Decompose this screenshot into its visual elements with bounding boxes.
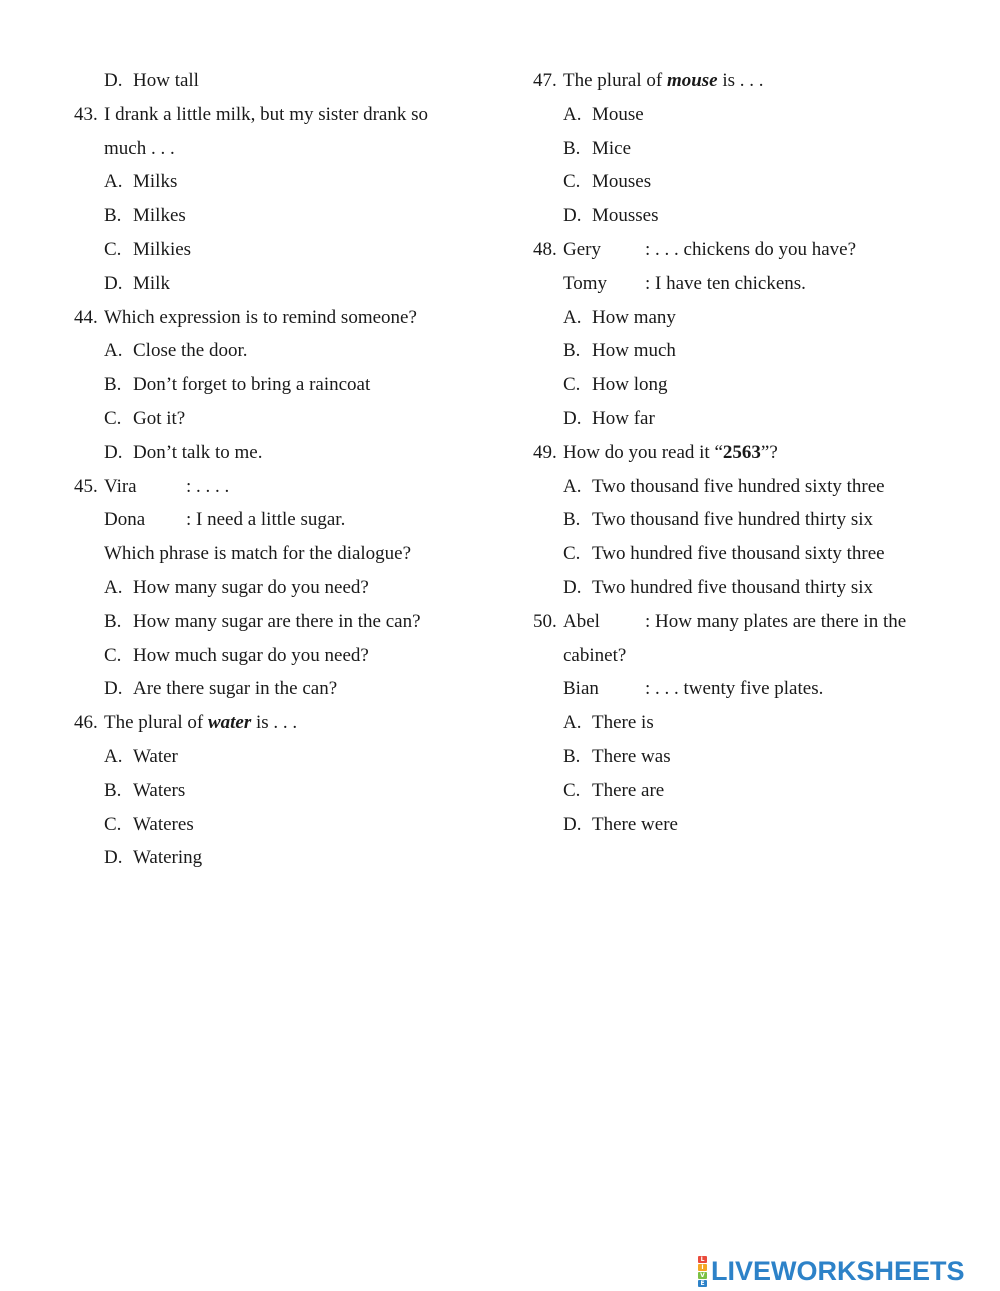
q44-option-c[interactable] xyxy=(74,402,474,436)
option-text: Don’t talk to me. xyxy=(133,441,263,463)
logo-text: LIVEWORKSHEETS xyxy=(711,1255,965,1286)
option-text: Milks xyxy=(133,171,178,193)
q48-dialogue-line-1 xyxy=(533,233,953,267)
option-text: How much sugar do you need? xyxy=(133,644,369,666)
q50-dialogue-line-1 xyxy=(533,605,953,639)
speaker-name: Gery xyxy=(563,238,601,260)
q49-option-d[interactable] xyxy=(533,571,953,605)
q50-option-a[interactable] xyxy=(533,706,953,740)
right-column xyxy=(533,64,953,841)
option-letter: C. xyxy=(563,779,581,801)
speaker-name: Bian xyxy=(563,678,599,700)
logo-mark-block: L xyxy=(698,1256,707,1263)
q48-option-c[interactable] xyxy=(533,368,953,402)
q46-option-c[interactable] xyxy=(74,808,474,842)
question-text-post: ”? xyxy=(760,441,778,463)
q50-dialogue-line-2 xyxy=(533,672,953,706)
option-letter: D. xyxy=(104,678,123,700)
question-number-value: 2563 xyxy=(722,441,761,463)
q43-stem-continued: much . . . xyxy=(104,137,175,159)
option-letter: A. xyxy=(563,712,582,734)
option-text: There are xyxy=(592,779,665,801)
option-letter: C. xyxy=(104,644,122,666)
option-letter: C. xyxy=(563,374,581,396)
dialogue-text: : . . . twenty five plates. xyxy=(645,678,824,700)
option-text: Got it? xyxy=(133,407,186,429)
q43-option-a[interactable] xyxy=(74,165,474,199)
option-text: How many sugar do you need? xyxy=(133,576,369,598)
option-letter: B. xyxy=(104,610,122,632)
q50-dialogue-line-1-continued: cabinet? xyxy=(563,644,627,666)
logo-mark-block: E xyxy=(698,1280,707,1287)
option-text: Milkies xyxy=(133,238,192,260)
left-column xyxy=(74,64,474,875)
question-keyword: water xyxy=(207,712,252,734)
q43-option-c[interactable] xyxy=(74,233,474,267)
q48-dialogue-line-2 xyxy=(533,267,953,301)
option-letter: D. xyxy=(563,813,582,835)
option-letter: A. xyxy=(104,576,123,598)
option-text: How many xyxy=(592,306,676,328)
question-text-pre: The plural of xyxy=(563,70,663,91)
dialogue-text: : . . . chickens do you have? xyxy=(645,238,857,260)
question-number: 45. xyxy=(74,475,98,497)
question-number: 48. xyxy=(533,238,557,260)
q45-option-c[interactable] xyxy=(74,639,474,673)
speaker-name: Vira xyxy=(104,475,137,497)
option-text: How much xyxy=(592,340,676,362)
q47-stem xyxy=(533,64,953,98)
question-text-post: is . . . xyxy=(722,70,764,91)
option-letter: D. xyxy=(563,576,582,598)
option-text: How many sugar are there in the can? xyxy=(133,610,421,632)
q46-stem xyxy=(74,706,474,740)
q47-option-a[interactable] xyxy=(533,98,953,132)
option-letter: B. xyxy=(563,340,581,362)
option-text: Water xyxy=(133,745,178,767)
q47-option-d[interactable] xyxy=(533,199,953,233)
q50-option-d[interactable] xyxy=(533,808,953,842)
option-letter: D. xyxy=(104,847,123,869)
speaker-name: Dona xyxy=(104,509,146,531)
speaker-name: Abel xyxy=(563,610,600,632)
option-text: Are there sugar in the can? xyxy=(133,678,338,700)
option-letter: C. xyxy=(104,813,122,835)
option-letter: B. xyxy=(563,745,581,767)
option-letter: D. xyxy=(563,205,582,227)
q45-option-a[interactable] xyxy=(74,571,474,605)
option-text: Milkes xyxy=(133,205,186,227)
question-text-post: is . . . xyxy=(255,712,298,734)
question-text-pre: How do you read it “ xyxy=(563,441,723,463)
option-text: Mouses xyxy=(592,171,652,193)
q44-stem xyxy=(74,301,474,335)
speaker-name: Tomy xyxy=(563,272,608,294)
option-text: Close the door. xyxy=(133,340,248,362)
option-letter: B. xyxy=(563,509,581,531)
q44-option-b[interactable] xyxy=(74,368,474,402)
option-letter: B. xyxy=(104,779,122,801)
q43-stem xyxy=(74,98,474,132)
dialogue-text: : How many plates are there in the xyxy=(645,610,907,632)
question-number: 44. xyxy=(74,306,98,328)
question-number: 49. xyxy=(533,441,557,463)
option-letter: A. xyxy=(104,340,123,362)
q44-option-d[interactable] xyxy=(74,436,474,470)
option-letter: C. xyxy=(563,543,581,565)
option-text: Two hundred five thousand thirty six xyxy=(592,576,873,598)
option-text: Two thousand five hundred sixty three xyxy=(592,475,885,497)
question-keyword: mouse xyxy=(666,70,718,91)
q43-option-b[interactable] xyxy=(74,199,474,233)
option-letter: A. xyxy=(104,171,123,193)
q45-option-d[interactable] xyxy=(74,672,474,706)
option-letter: C. xyxy=(104,407,122,429)
option-text: Mouse xyxy=(592,103,644,125)
dialogue-text: : . . . . xyxy=(186,475,230,497)
q49-option-c[interactable] xyxy=(533,537,953,571)
question-number: 46. xyxy=(74,712,98,734)
option-letter: D. xyxy=(563,407,582,429)
option-letter: D. xyxy=(104,441,123,463)
q45-stem: Which phrase is match for the dialogue? xyxy=(104,543,412,565)
option-text: How long xyxy=(592,374,668,396)
option-text: How far xyxy=(592,407,655,429)
question-number: 50. xyxy=(533,610,557,632)
question-number: 47. xyxy=(533,70,557,91)
dialogue-text: : I have ten chickens. xyxy=(645,272,806,294)
option-text: There was xyxy=(592,745,671,767)
question-text: I drank a little milk, but my sister drank so xyxy=(104,103,429,125)
q49-option-b[interactable] xyxy=(533,503,953,537)
option-text: Two thousand five hundred thirty six xyxy=(592,509,873,531)
option-letter: C. xyxy=(104,238,122,260)
q47-option-c[interactable] xyxy=(533,165,953,199)
q42-option-d[interactable] xyxy=(74,64,474,98)
q49-stem xyxy=(533,436,953,470)
q48-option-a[interactable] xyxy=(533,301,953,335)
q47-option-b[interactable] xyxy=(533,132,953,166)
q46-option-d[interactable] xyxy=(74,841,474,875)
q49-option-a[interactable] xyxy=(533,470,953,504)
option-text: Don’t forget to bring a raincoat xyxy=(133,374,371,396)
option-text: There is xyxy=(592,712,654,734)
option-letter: C. xyxy=(563,171,581,193)
option-letter: A. xyxy=(563,306,582,328)
logo-mark-icon xyxy=(698,1256,707,1287)
option-text: Wateres xyxy=(133,813,194,835)
option-letter: A. xyxy=(563,103,582,125)
option-text: Mice xyxy=(592,137,632,159)
liveworksheets-logo xyxy=(698,1254,965,1288)
option-letter: A. xyxy=(563,475,582,497)
q44-option-a[interactable] xyxy=(74,334,474,368)
option-text: How tall xyxy=(133,70,199,91)
q46-option-b[interactable] xyxy=(74,774,474,808)
option-text: There were xyxy=(592,813,678,835)
q46-option-a[interactable] xyxy=(74,740,474,774)
logo-mark-block: V xyxy=(698,1272,707,1279)
option-letter: B. xyxy=(104,374,122,396)
option-letter: A. xyxy=(104,745,123,767)
option-text: Watering xyxy=(133,847,203,869)
option-letter: B. xyxy=(104,205,122,227)
question-number: 43. xyxy=(74,103,98,125)
option-letter: B. xyxy=(563,137,581,159)
q50-option-b[interactable] xyxy=(533,740,953,774)
q45-option-b[interactable] xyxy=(74,605,474,639)
logo-mark-block: I xyxy=(698,1264,707,1271)
option-text: Milk xyxy=(133,272,170,294)
q45-dialogue-line-2 xyxy=(74,503,474,537)
q48-option-b[interactable] xyxy=(533,334,953,368)
q48-option-d[interactable] xyxy=(533,402,953,436)
question-text-pre: The plural of xyxy=(104,712,204,734)
option-text: Waters xyxy=(133,779,186,801)
q43-option-d[interactable] xyxy=(74,267,474,301)
option-letter: D. xyxy=(104,272,123,294)
option-text: Mousses xyxy=(592,205,659,227)
q45-dialogue-line-1 xyxy=(74,470,474,504)
dialogue-text: : I need a little sugar. xyxy=(186,509,346,531)
option-text: Two hundred five thousand sixty three xyxy=(592,543,885,565)
q50-option-c[interactable] xyxy=(533,774,953,808)
option-letter: D. xyxy=(104,70,123,91)
question-text: Which expression is to remind someone? xyxy=(104,306,417,328)
